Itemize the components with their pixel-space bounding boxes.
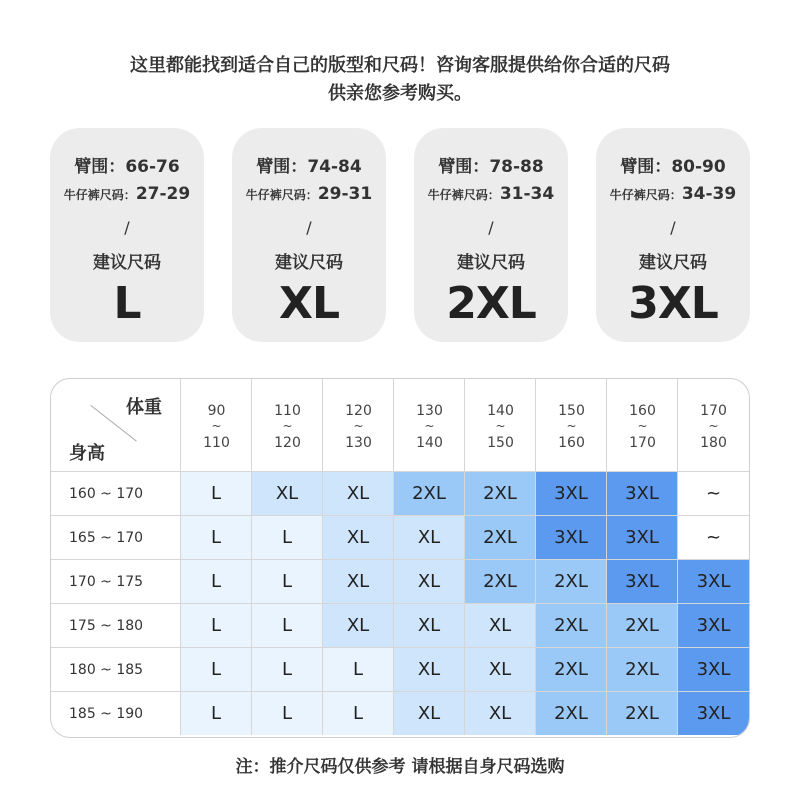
weight-column-header (251, 379, 323, 471)
size-card-2xl (414, 128, 568, 342)
weight-to: 170 (629, 435, 656, 451)
size-cell: 2XL (535, 603, 606, 647)
size-cell: L (180, 471, 251, 515)
jeans-label: 牛仔裤尺码： (63, 188, 136, 202)
size-cell: L (180, 603, 251, 647)
height-row-label: 160 ~ 170 (51, 471, 180, 515)
weight-column-header (464, 379, 536, 471)
weight-from: 110 (274, 403, 301, 419)
weight-column-header (606, 379, 678, 471)
size-cell: ~ (677, 515, 749, 559)
weight-to: 110 (203, 435, 230, 451)
weight-sep: ~ (353, 419, 364, 433)
size-cell: XL (322, 515, 393, 559)
size-cell: XL (322, 471, 393, 515)
size-cell: XL (251, 471, 322, 515)
recommended-size: 3XL (628, 278, 718, 329)
size-chart-table (50, 378, 750, 738)
size-cell: XL (322, 603, 393, 647)
weight-sep: ~ (637, 419, 648, 433)
recommended-size: XL (279, 278, 339, 329)
size-cell: L (180, 647, 251, 691)
height-row-label: 165 ~ 170 (51, 515, 180, 559)
size-cell: XL (393, 691, 464, 735)
recommend-label: 建议尺码 (93, 253, 161, 273)
weight-to: 160 (558, 435, 585, 451)
size-cell: XL (393, 647, 464, 691)
size-card-l (50, 128, 204, 342)
arm-value: 78-88 (489, 157, 544, 177)
size-cell: XL (393, 559, 464, 603)
size-cell: 2XL (606, 691, 677, 735)
arm-value: 74-84 (307, 157, 362, 177)
height-row-label: 185 ~ 190 (51, 691, 180, 735)
intro-line-1: 这里都能找到适合自己的版型和尺码！咨询客服提供给你合适的尺码 (130, 55, 670, 76)
weight-to: 140 (416, 435, 443, 451)
size-cell: L (180, 515, 251, 559)
size-cell: 3XL (677, 559, 749, 603)
weight-column-header (535, 379, 607, 471)
arm-label: 臂围： (74, 157, 126, 177)
size-cell: XL (322, 559, 393, 603)
weight-from: 130 (416, 403, 443, 419)
weight-to: 180 (700, 435, 727, 451)
arm-label: 臂围： (438, 157, 490, 177)
size-card-3xl (596, 128, 750, 342)
jeans-value: 31-34 (499, 184, 555, 204)
arm-value: 80-90 (671, 157, 726, 177)
size-cell: 3XL (535, 515, 606, 559)
size-cell: L (251, 603, 322, 647)
size-cell: XL (464, 691, 535, 735)
weight-sep: ~ (495, 419, 506, 433)
size-cell: L (180, 559, 251, 603)
weight-column-header (677, 379, 749, 471)
recommend-label: 建议尺码 (457, 253, 525, 273)
size-cell: L (180, 691, 251, 735)
jeans-value: 27-29 (135, 184, 191, 204)
size-cell: 2XL (606, 603, 677, 647)
weight-to: 120 (274, 435, 301, 451)
weight-from: 140 (487, 403, 514, 419)
size-recommendation-cards (50, 128, 750, 342)
weight-to: 130 (345, 435, 372, 451)
size-cell: L (251, 647, 322, 691)
size-cell: 2XL (464, 515, 535, 559)
size-card-xl (232, 128, 386, 342)
size-cell: 2XL (535, 647, 606, 691)
weight-column-header (393, 379, 465, 471)
arm-value: 66-76 (125, 157, 180, 177)
size-cell: L (251, 691, 322, 735)
weight-to: 150 (487, 435, 514, 451)
size-cell: XL (393, 515, 464, 559)
jeans-value: 29-31 (317, 184, 373, 204)
recommended-size: L (113, 278, 141, 329)
slash-divider: / (670, 218, 676, 237)
weight-axis-label: 体重 (126, 397, 162, 418)
slash-divider: / (306, 218, 312, 237)
weight-sep: ~ (566, 419, 577, 433)
weight-sep: ~ (282, 419, 293, 433)
footnote: 注：推介尺码仅供参考 请根据自身尺码选购 (235, 757, 565, 777)
weight-column-header (180, 379, 252, 471)
weight-from: 90 (207, 403, 226, 419)
weight-from: 160 (629, 403, 656, 419)
size-cell: L (322, 691, 393, 735)
size-cell: ~ (677, 471, 749, 515)
recommend-label: 建议尺码 (639, 253, 707, 273)
weight-sep: ~ (708, 419, 719, 433)
size-cell: 2XL (606, 647, 677, 691)
arm-label: 臂围： (256, 157, 308, 177)
size-cell: L (251, 515, 322, 559)
arm-label: 臂围： (620, 157, 672, 177)
weight-sep: ~ (211, 419, 222, 433)
table-corner-header (51, 379, 180, 471)
size-cell: 2XL (535, 691, 606, 735)
jeans-label: 牛仔裤尺码： (427, 188, 500, 202)
size-cell: L (322, 647, 393, 691)
weight-from: 120 (345, 403, 372, 419)
height-axis-label: 身高 (69, 443, 105, 464)
size-cell: 3XL (606, 515, 677, 559)
recommend-label: 建议尺码 (275, 253, 343, 273)
size-cell: 2XL (535, 559, 606, 603)
size-cell: 2XL (464, 559, 535, 603)
size-cell: 2XL (393, 471, 464, 515)
size-cell: XL (464, 647, 535, 691)
size-cell: 3XL (606, 471, 677, 515)
jeans-label: 牛仔裤尺码： (245, 188, 318, 202)
weight-from: 150 (558, 403, 585, 419)
intro-text (0, 52, 800, 108)
size-cell: 3XL (677, 603, 749, 647)
size-cell: 2XL (464, 471, 535, 515)
height-row-label: 175 ~ 180 (51, 603, 180, 647)
weight-from: 170 (700, 403, 727, 419)
intro-line-2: 供亲您参考购买。 (328, 83, 472, 104)
size-cell: XL (464, 603, 535, 647)
size-cell: 3XL (677, 647, 749, 691)
size-cell: 3XL (677, 691, 749, 735)
weight-sep: ~ (424, 419, 435, 433)
height-row-label: 180 ~ 185 (51, 647, 180, 691)
weight-column-header (322, 379, 394, 471)
jeans-value: 34-39 (681, 184, 737, 204)
jeans-label: 牛仔裤尺码： (609, 188, 682, 202)
size-cell: 3XL (606, 559, 677, 603)
recommended-size: 2XL (446, 278, 536, 329)
size-cell: XL (393, 603, 464, 647)
slash-divider: / (488, 218, 494, 237)
slash-divider: / (124, 218, 130, 237)
size-cell: L (251, 559, 322, 603)
height-row-label: 170 ~ 175 (51, 559, 180, 603)
size-cell: 3XL (535, 471, 606, 515)
